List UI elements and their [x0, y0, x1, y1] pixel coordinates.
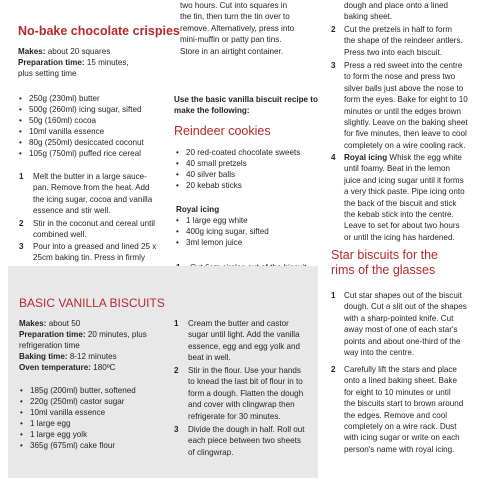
- list-item: 40 silver balls: [186, 170, 236, 179]
- list-item: 40 small pretzels: [186, 159, 247, 168]
- crispies-step-1: Melt the butter in a large sauce- pan. Remove from the heat. Add the icing sugar, cocoa and vanilla essence and stir well.: [33, 172, 153, 216]
- vanilla-title: BASIC VANILLA BISCUITS: [19, 296, 165, 310]
- list-item: 3ml lemon juice: [186, 238, 243, 247]
- reindeer-step-1-cont: dough and place onto a lined baking sheet.: [344, 1, 448, 22]
- list-item: 1 large egg: [30, 419, 71, 428]
- list-item: 10ml vanilla essence: [30, 408, 106, 417]
- star-step-1: Cut star shapes out of the biscuit dough. Cut a slit out of the shapes with a sharp-pointed knife. Cut away most of one of each star's points and about one-third of the way into the centre.: [344, 291, 467, 358]
- reindeer-intro: Use the basic vanilla biscuit recipe to make the following:: [174, 95, 318, 116]
- vanilla-makes: Makes: about 50: [19, 319, 81, 328]
- list-item: 80g (250ml) desiccated coconut: [29, 138, 144, 147]
- list-item: 1 large egg white: [186, 216, 248, 225]
- icing-title: Royal icing: [176, 205, 220, 214]
- list-item: 105g (750ml) puffed rice cereal: [29, 149, 141, 158]
- vanilla-step-2: Stir in the flour. Use your hands to knead the last bit of flour in to form a dough. Flatten the dough and cover with clingwrap then refrigerate for 30 minutes.: [188, 366, 304, 421]
- reindeer-step-4: Royal icing Whisk the egg white until foamy. Beat in the lemon juice and icing sugar until it forms a very thick paste. Pipe icing onto the back of the biscuit and stick the kebab stick into the centre. Leave to set for about two hours or until the icing has hardened.: [344, 153, 465, 242]
- list-item: 400g icing sugar, sifted: [186, 227, 269, 236]
- crispies-step-3: Pour into a greased and lined 25 x 25cm baking tin. Press in firmly: [33, 242, 157, 263]
- vanilla-prep: Preparation time: 20 minutes, plus: [19, 330, 147, 339]
- crispies-step-2: Stir in the coconut and cereal until combined well.: [33, 219, 155, 240]
- vanilla-step-1: Cream the butter and castor sugar until light. Add the vanilla essence, egg and egg yolk and beat in well.: [188, 319, 301, 363]
- list-item: 220g (250ml) castor sugar: [30, 397, 125, 406]
- list-item: 185g (200ml) butter, softened: [30, 386, 136, 395]
- reindeer-step-3: Press a red sweet into the centre to form the nose and press two silver balls just above the nose to form the eyes. Bake for eight to 10 minutes or until the edges brown slightly. Leave on the baking sheet for five minutes, then leave to cool completely on a wire cooling rack.: [344, 61, 468, 150]
- crispies-prep-2: plus setting time: [18, 69, 77, 78]
- list-item: 20 red-coated chocolate sweets: [186, 148, 301, 157]
- list-item: 1 large egg yolk: [30, 430, 88, 439]
- crispies-step-3-cont: two hours. Cut into squares in the tin, then turn the tin over to remove. Alternatively, press into mini-muffin or patty pan tins. Store in an airtight container.: [180, 1, 295, 56]
- vanilla-bake: Baking time: 8-12 minutes: [19, 352, 117, 361]
- list-item: 10ml vanilla essence: [29, 127, 105, 136]
- reindeer-step-2: Cut the pretzels in half to form the shape of the reindeer antlers. Press two into each biscuit.: [344, 25, 463, 57]
- vanilla-oven: Oven temperature: 180ºC: [19, 363, 116, 372]
- reindeer-title: Reindeer cookies: [174, 124, 271, 138]
- list-item: 20 kebab sticks: [186, 181, 242, 190]
- list-item: 365g (675ml) cake flour: [30, 441, 116, 450]
- star-title: Star biscuits for the rims of the glasses: [331, 248, 438, 277]
- crispies-makes: Makes: about 20 squares: [18, 47, 111, 56]
- crispies-prep: Preparation time: 15 minutes,: [18, 58, 129, 67]
- vanilla-prep-2: refrigeration time: [19, 341, 80, 350]
- star-step-2: Carefully lift the stars and place onto a lined baking sheet. Bake for eight to 10 minutes or until the biscuits start to brown around the edges. Remove and cool completely on a wire rack. Dust with icing sugar or write on each person's name with royal icing.: [344, 365, 464, 454]
- list-item: 250g (230ml) butter: [29, 94, 100, 103]
- crispies-title: No-bake chocolate crispies: [18, 24, 180, 38]
- list-item: 50g (160ml) cocoa: [29, 116, 97, 125]
- vanilla-step-3: Divide the dough in half. Roll out each piece between two sheets of clingwrap.: [188, 425, 305, 457]
- list-item: 500g (260ml) icing sugar, sifted: [29, 105, 142, 114]
